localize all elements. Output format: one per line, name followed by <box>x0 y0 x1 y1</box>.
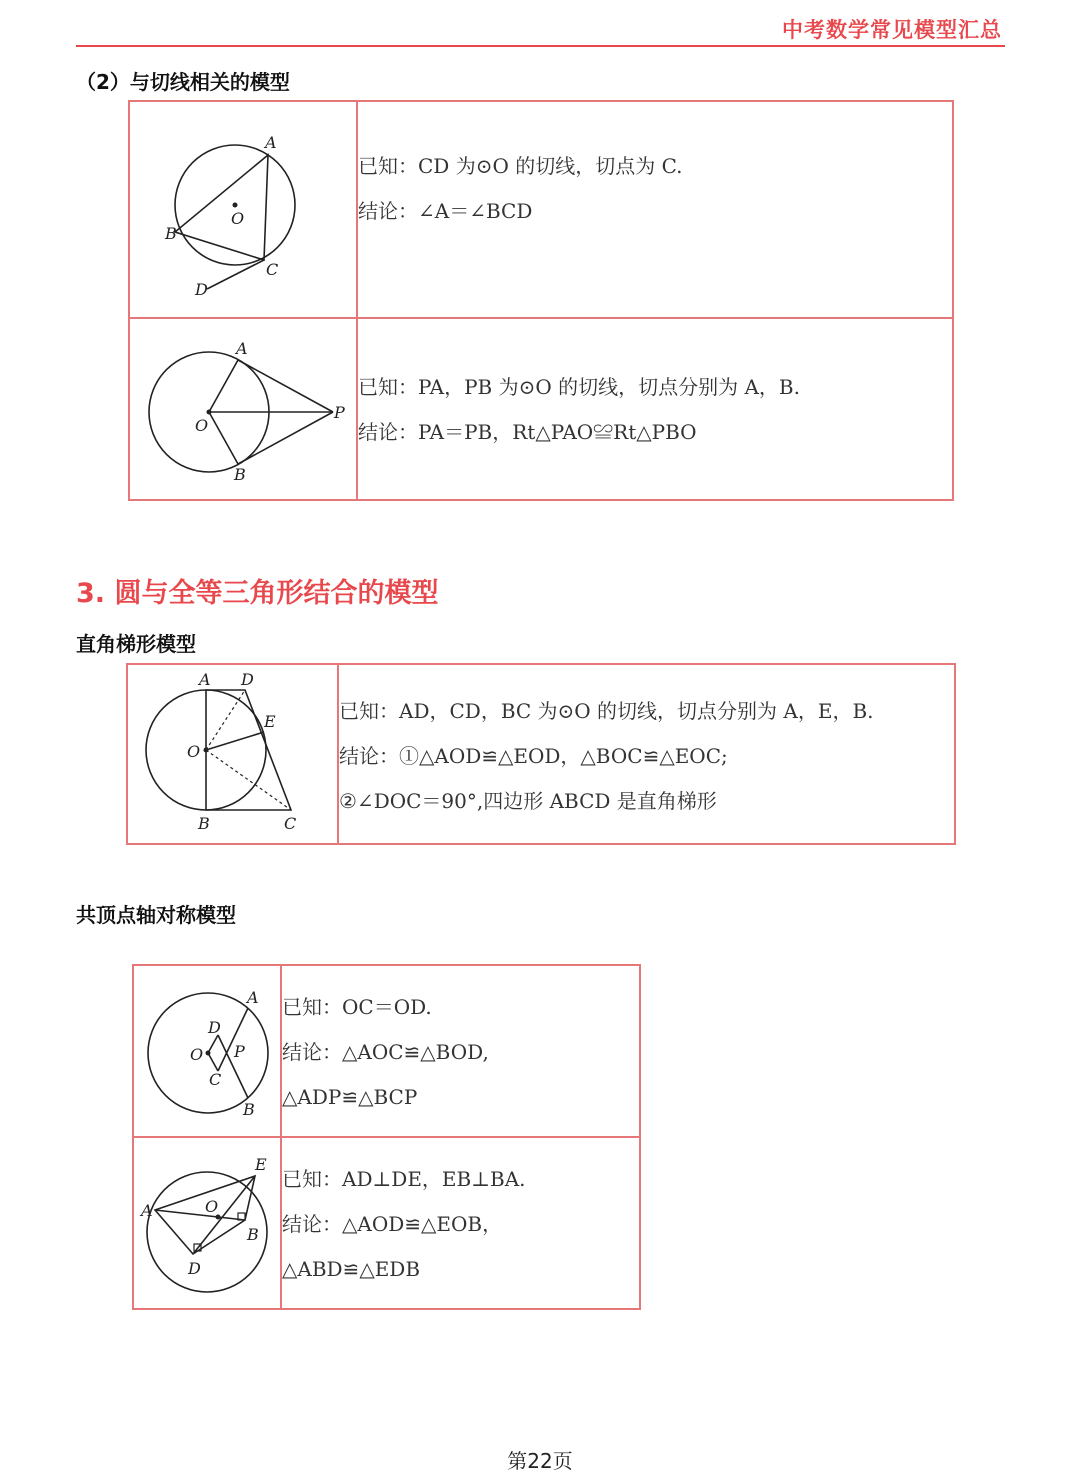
page-number: 第22页 <box>507 1449 573 1473</box>
symmetry-heading: 共顶点轴对称模型 <box>76 903 236 927</box>
label-A: A <box>198 670 211 689</box>
label-A: A <box>141 1201 153 1220</box>
label-B: B <box>247 1225 259 1244</box>
conclusion-text: 结论：△AOD≌△EOB， <box>282 1212 503 1236</box>
figure-cell <box>129 318 357 500</box>
label-O: O <box>231 209 245 228</box>
given-text: 已知：CD 为⊙O 的切线，切点为 C. <box>358 154 683 178</box>
text-cell <box>281 965 640 1137</box>
conclusion-text: 结论：PA＝PB，Rt△PAO≌Rt△PBO <box>358 420 697 444</box>
label-P: P <box>333 403 345 422</box>
text-cell <box>357 101 953 318</box>
symmetry-model-row <box>133 965 640 1137</box>
label-C: C <box>266 260 279 279</box>
tangent-chord-diagram <box>153 122 333 297</box>
two-tangents-diagram <box>136 334 351 484</box>
perpendicular-chords-diagram <box>137 1148 277 1298</box>
text-cell <box>357 318 953 500</box>
figure-cell <box>129 101 357 318</box>
given-text: 已知：AD⊥DE，EB⊥BA. <box>282 1167 526 1191</box>
conclusion-text-2: △ABD≌△EDB <box>282 1257 421 1281</box>
text-cell <box>281 1137 640 1309</box>
document-title: 中考数学常见模型汇总 <box>782 18 1002 42</box>
text-cell <box>338 664 955 844</box>
label-C: C <box>208 1070 221 1089</box>
label-A: A <box>265 133 277 152</box>
section-heading: 3. 圆与全等三角形结合的模型 <box>76 578 439 609</box>
label-B: B <box>197 814 210 833</box>
conclusion-text: 结论：∠A＝∠BCD <box>358 199 533 223</box>
label-C: C <box>283 814 296 833</box>
label-B: B <box>242 1100 255 1119</box>
trapezoid-model-table <box>126 663 956 845</box>
label-D: D <box>240 670 254 689</box>
label-O: O <box>189 1045 203 1064</box>
conclusion-text-2: △ADP≌△BCP <box>282 1085 418 1109</box>
label-D: D <box>188 1259 201 1278</box>
subsection-heading-tangent: （2）与切线相关的模型 <box>76 70 290 94</box>
equal-chords-diagram <box>140 981 275 1121</box>
label-O: O <box>194 416 208 435</box>
right-trapezoid-diagram <box>143 670 323 838</box>
label-E: E <box>263 712 276 731</box>
given-text: 已知：PA，PB 为⊙O 的切线，切点分别为 A，B. <box>358 375 800 399</box>
label-O: O <box>186 742 200 761</box>
tangent-models-table <box>128 100 954 501</box>
figure-cell <box>133 965 281 1137</box>
label-O: O <box>205 1197 219 1216</box>
conclusion-text-2: ②∠DOC＝90°,四边形 ABCD 是直角梯形 <box>339 789 717 813</box>
label-A: A <box>235 339 248 358</box>
tangent-model-row <box>129 101 953 318</box>
label-D: D <box>207 1018 221 1037</box>
figure-cell <box>127 664 338 844</box>
trapezoid-heading: 直角梯形模型 <box>76 632 196 656</box>
symmetry-models-table <box>132 964 641 1310</box>
figure-cell <box>133 1137 281 1309</box>
given-text: 已知：AD，CD，BC 为⊙O 的切线，切点分别为 A，E，B. <box>339 699 874 723</box>
conclusion-text: 结论：△AOC≌△BOD, <box>282 1040 489 1064</box>
label-B: B <box>165 224 177 243</box>
header-divider <box>76 45 1005 47</box>
trapezoid-model-row <box>127 664 955 844</box>
label-A: A <box>246 988 259 1007</box>
symmetry-model-row <box>133 1137 640 1309</box>
label-P: P <box>233 1042 245 1061</box>
conclusion-text: 结论：①△AOD≌△EOD，△BOC≌△EOC; <box>339 744 728 768</box>
label-E: E <box>255 1155 267 1174</box>
tangent-model-row <box>129 318 953 500</box>
label-B: B <box>233 465 246 484</box>
label-D: D <box>195 280 208 297</box>
given-text: 已知：OC＝OD. <box>282 995 432 1019</box>
